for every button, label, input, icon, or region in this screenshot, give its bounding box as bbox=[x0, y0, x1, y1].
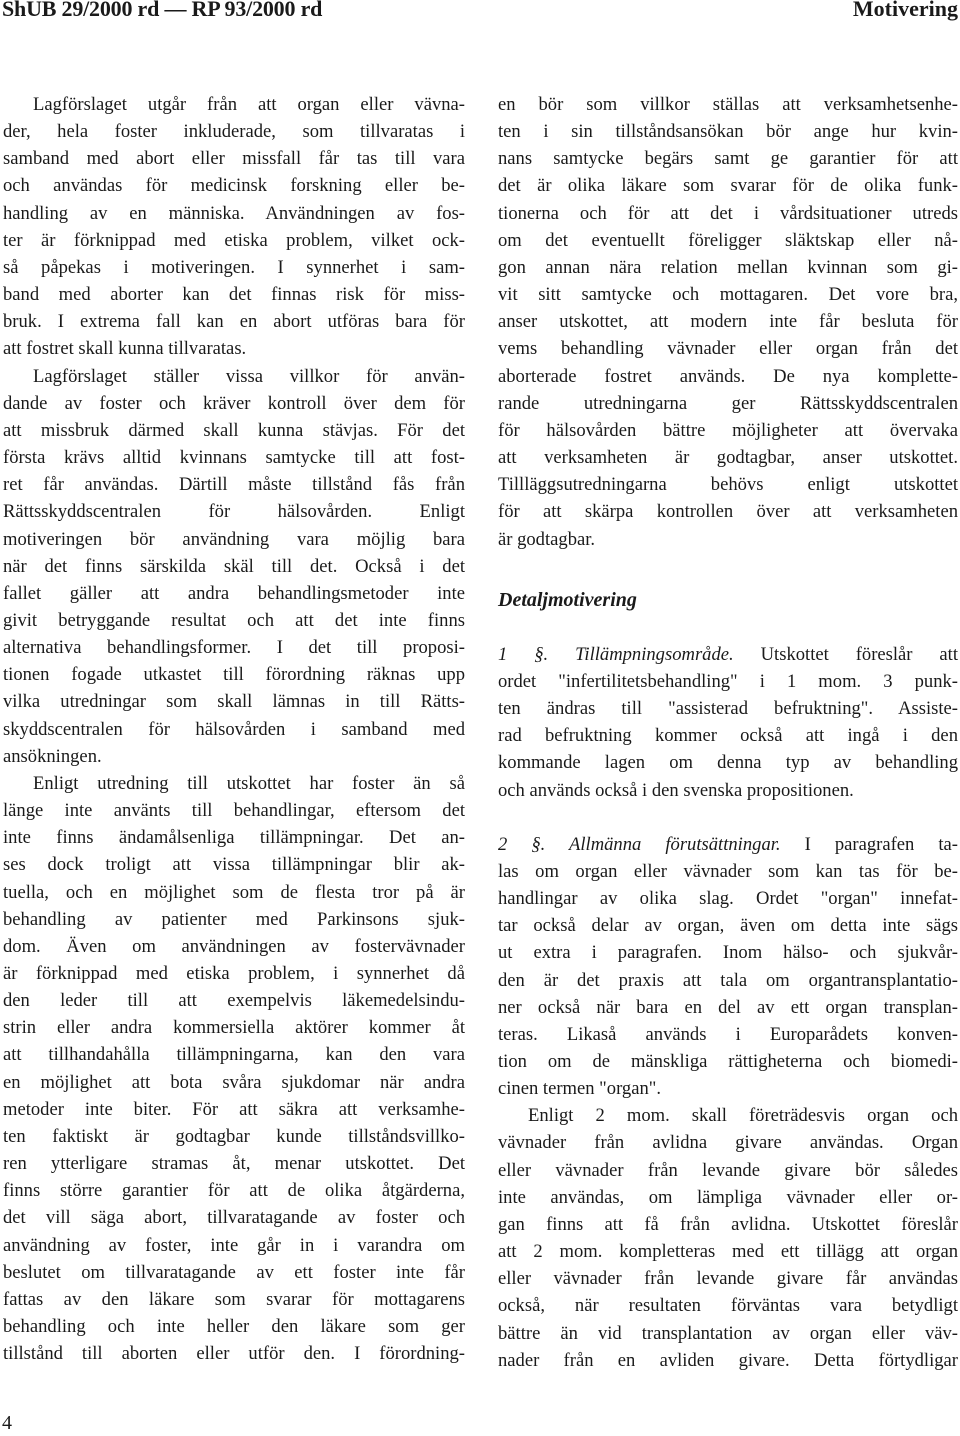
section-1-label: 1 §. Tillämpningsområde. bbox=[498, 643, 734, 665]
text-line: gan finns att få från avlidna. Utskottet föreslår bbox=[498, 1213, 958, 1235]
text-line: rande utredningarna ger Rättsskyddscentralen bbox=[498, 392, 958, 414]
text-line: att fostret skall kunna tillvaratas. bbox=[3, 338, 247, 360]
text-line: cinen termen "organ". bbox=[498, 1078, 662, 1100]
text-line: handlingar av olika slag. Ordet "organ" innefat- bbox=[498, 888, 958, 910]
text-line: länge inte använts till behandlingar, eftersom det bbox=[3, 800, 465, 822]
paragraph-regulation-continued bbox=[498, 91, 958, 553]
text-line: och används också i den svenska propositionen. bbox=[498, 779, 854, 801]
text-line: Lagförslaget utgår från att organ eller vävna- bbox=[33, 94, 465, 115]
text-line: att verksamheten är godtagbar, anser utskottet. bbox=[498, 447, 958, 469]
text-line: aborterade fostret används. De nya komplette- bbox=[498, 365, 958, 387]
paragraph-committee-investigation bbox=[3, 770, 465, 1367]
text-line: att 2 mom. kompletteras med ett tillägg att organ bbox=[498, 1241, 958, 1263]
text-line: det vill säga abort, tillvaratagande av foster och bbox=[3, 1207, 465, 1229]
text-line: skyddscentralen för hälsovården i samband med bbox=[3, 718, 465, 740]
text-line: när det finns särskilda skäl till det. Också i det bbox=[3, 555, 465, 577]
text-line: ses dock troligt att vissa tillämpningar blir ak- bbox=[3, 854, 465, 876]
text-line: handling av en människa. Användningen av fos- bbox=[3, 202, 465, 224]
section-heading: Detaljmotivering bbox=[498, 588, 637, 611]
text-line bbox=[498, 641, 958, 668]
text-line: tionerna och för att det i vårdsituationer utreds bbox=[498, 202, 958, 224]
text-line: också, när resultaten förväntas vara betydligt bbox=[498, 1295, 958, 1317]
text-line: vilka utredningar som skall lämnas in till Rätts- bbox=[3, 691, 465, 713]
text-line: dom. Även om användningen av fostervävnader bbox=[3, 935, 465, 957]
text-line: ret får användas. Därtill måste tillstånd fås från bbox=[3, 474, 465, 496]
text-line: ren ytterligare stramas åt, menar utskottet. Det bbox=[3, 1153, 465, 1175]
text-line: en bör som villkor ställas att verksamhetsenhe- bbox=[498, 94, 958, 115]
text-line: ten faktiskt är godtagbar kunde tillståndsvillko- bbox=[3, 1125, 465, 1147]
text-line: är godtagbar. bbox=[498, 528, 596, 550]
text-line: teras. Likaså används i Europarådets konven- bbox=[498, 1023, 958, 1045]
text-line: den leder till att exempelvis läkemedelsindu- bbox=[3, 990, 465, 1012]
text-line: tion om de mänskliga rättigheterna och biomedi- bbox=[498, 1051, 958, 1072]
section-2-label: 2 §. Allmänna förutsättningar. bbox=[498, 833, 781, 855]
text-line: tionen fogade utkastet till förordning räknas upp bbox=[3, 664, 465, 686]
text-line: ordet "infertilitetsbehandling" i 1 mom. 3 punk- bbox=[498, 670, 958, 692]
text-line: bruk. I extrema fall kan en abort utföras bara för bbox=[3, 311, 465, 333]
text-line: givit betryggande resultat och att det inte finns bbox=[3, 609, 465, 631]
text-line: metoder inte biter. För att säkra att verksamhe- bbox=[3, 1098, 465, 1120]
text-line: att tillhandahålla tillämpningarna, kan den vara bbox=[3, 1044, 465, 1066]
text-line: gon annan nära relation mellan kvinnan som gi- bbox=[498, 256, 958, 278]
text-line: tar också delar av organ, även om detta inte sägs bbox=[498, 915, 958, 937]
text-line: beslutet om tillvaratagande av ett foster inte får bbox=[3, 1261, 465, 1283]
text-line: anser utskottet, att modern inte får besluta för bbox=[498, 311, 958, 333]
text-line: ut extra i paragrafen. Inom hälso- och sjukvår- bbox=[498, 942, 958, 964]
text-line: rad befruktning kommer också att ingå i den bbox=[498, 725, 958, 747]
text-line: bättre än vid transplantation av organ eller väv- bbox=[498, 1322, 958, 1344]
section-2-first-line: I paragrafen ta- bbox=[804, 833, 959, 855]
document-header-left: ShUB 29/2000 rd — RP 93/2000 rd bbox=[2, 0, 323, 21]
right-column bbox=[498, 91, 958, 1374]
text-line: om det eventuellt föreligger släktskap eller nå- bbox=[498, 229, 958, 251]
text-line: första krävs alltid kvinnans samtycke till att fost- bbox=[3, 447, 465, 469]
text-line: Tillläggsutredningarna behövs enligt utskottet bbox=[498, 474, 958, 496]
text-line bbox=[498, 831, 958, 858]
text-line: och användas för medicinsk forskning eller be- bbox=[3, 175, 465, 197]
text-line: las om organ eller vävnader som kan tas för be- bbox=[498, 860, 958, 882]
paragraph-proposal-conditions bbox=[3, 363, 465, 770]
text-line: strin eller andra kommersiella aktörer kommer åt bbox=[3, 1017, 465, 1039]
text-line: det är olika läkare som svarar för de olika funk- bbox=[498, 175, 958, 197]
text-line: Enligt 2 mom. skall företrädesvis organ och bbox=[528, 1105, 958, 1127]
text-line: ansökningen. bbox=[3, 745, 102, 767]
text-line: den är det praxis att tala om organtransplantatio- bbox=[498, 969, 958, 991]
text-line: inte finns ändamålsenliga tillämpningar. Det an- bbox=[3, 827, 465, 849]
text-line: ner också när bara en del av ett organ transplan- bbox=[498, 996, 958, 1018]
paragraph-proposal-scope bbox=[3, 91, 465, 363]
section-1-first-line: Utskottet föreslår att bbox=[760, 643, 958, 665]
text-line: Rättsskyddscentralen för hälsovården. Enligt bbox=[3, 501, 465, 523]
text-line: inte användas, om lämpliga vävnader eller or- bbox=[498, 1186, 958, 1208]
text-line: nader från en avliden givare. Detta förtydligar bbox=[498, 1349, 958, 1371]
text-line: samband med abort eller missfall får tas till vara bbox=[3, 148, 465, 170]
text-line: kommande lagen om denna typ av behandling bbox=[498, 752, 958, 774]
text-line: Enligt utredning till utskottet har foster än så bbox=[33, 772, 465, 794]
text-line: fattas av den läkare som svarar för mottagarens bbox=[3, 1288, 465, 1310]
paragraph-section-2-mom-2 bbox=[498, 1102, 958, 1374]
text-line: dande av foster och kräver kontroll över dem för bbox=[3, 392, 465, 414]
text-line: behandling av patienter med Parkinsons sjuk- bbox=[3, 908, 465, 930]
text-line: användning av foster, inte går in i varandra om bbox=[3, 1234, 465, 1256]
text-line: tillstånd till aborten eller utför den. I förordning- bbox=[3, 1343, 465, 1365]
text-line: en möjlighet att bota svåra sjukdomar när andra bbox=[3, 1071, 465, 1093]
text-line: motiveringen bör användning vara möjlig bara bbox=[3, 528, 465, 550]
text-line: finns större garantier för att de olika åtgärderna, bbox=[3, 1180, 465, 1202]
text-line: för att skärpa kontrollen över att verksamheten bbox=[498, 501, 958, 523]
text-line: för hälsovården bättre möjligheter att övervaka bbox=[498, 419, 958, 441]
text-line: ter är förknippad med etiska problem, vilket ock- bbox=[3, 229, 465, 251]
text-line: band med aborter kan det finnas risk för miss- bbox=[3, 284, 465, 306]
text-line: der, hela foster inkluderade, som tillvaratas i bbox=[3, 121, 465, 143]
paragraph-section-2 bbox=[498, 831, 958, 1103]
text-line: att missbruk därmed skall kunna stävjas. För det bbox=[3, 419, 465, 441]
page-number: 4 bbox=[2, 1412, 12, 1434]
text-line: ten i sin tillståndsansökan bör ange hur kvin- bbox=[498, 121, 958, 143]
text-line: är förknippad med etiska problem, i synnerhet då bbox=[3, 963, 465, 984]
text-line: tuella, och en möjlighet som de flesta tror på är bbox=[3, 881, 465, 903]
text-line: eller vävnader från levande givare får användas bbox=[498, 1268, 958, 1290]
text-line: ten ändras till "assisterad befruktning". Assiste- bbox=[498, 698, 958, 720]
paragraph-section-1 bbox=[498, 641, 958, 804]
document-header-right: Motivering bbox=[852, 0, 958, 21]
left-column bbox=[3, 91, 465, 1367]
text-line: Lagförslaget ställer vissa villkor för använ- bbox=[33, 365, 465, 387]
text-line: alternativa behandlingsformer. I det till proposi- bbox=[3, 637, 465, 659]
text-line: vävnader från avlidna givare användas. Organ bbox=[498, 1132, 958, 1154]
text-line: vems behandling vävnader eller organ från det bbox=[498, 338, 958, 360]
text-line: eller vävnader från levande givare bör således bbox=[498, 1159, 958, 1181]
text-line: så påpekas i motiveringen. I synnerhet i sam- bbox=[3, 256, 465, 278]
text-line: vit sitt samtycke och mottagaren. Det vore bra, bbox=[498, 284, 958, 306]
text-line: behandling och inte heller den läkare som ger bbox=[3, 1316, 465, 1338]
text-line: nans samtycke begärs samt ge garantier för att bbox=[498, 148, 958, 170]
text-line: fallet gäller att andra behandlingsmetoder inte bbox=[3, 582, 465, 604]
